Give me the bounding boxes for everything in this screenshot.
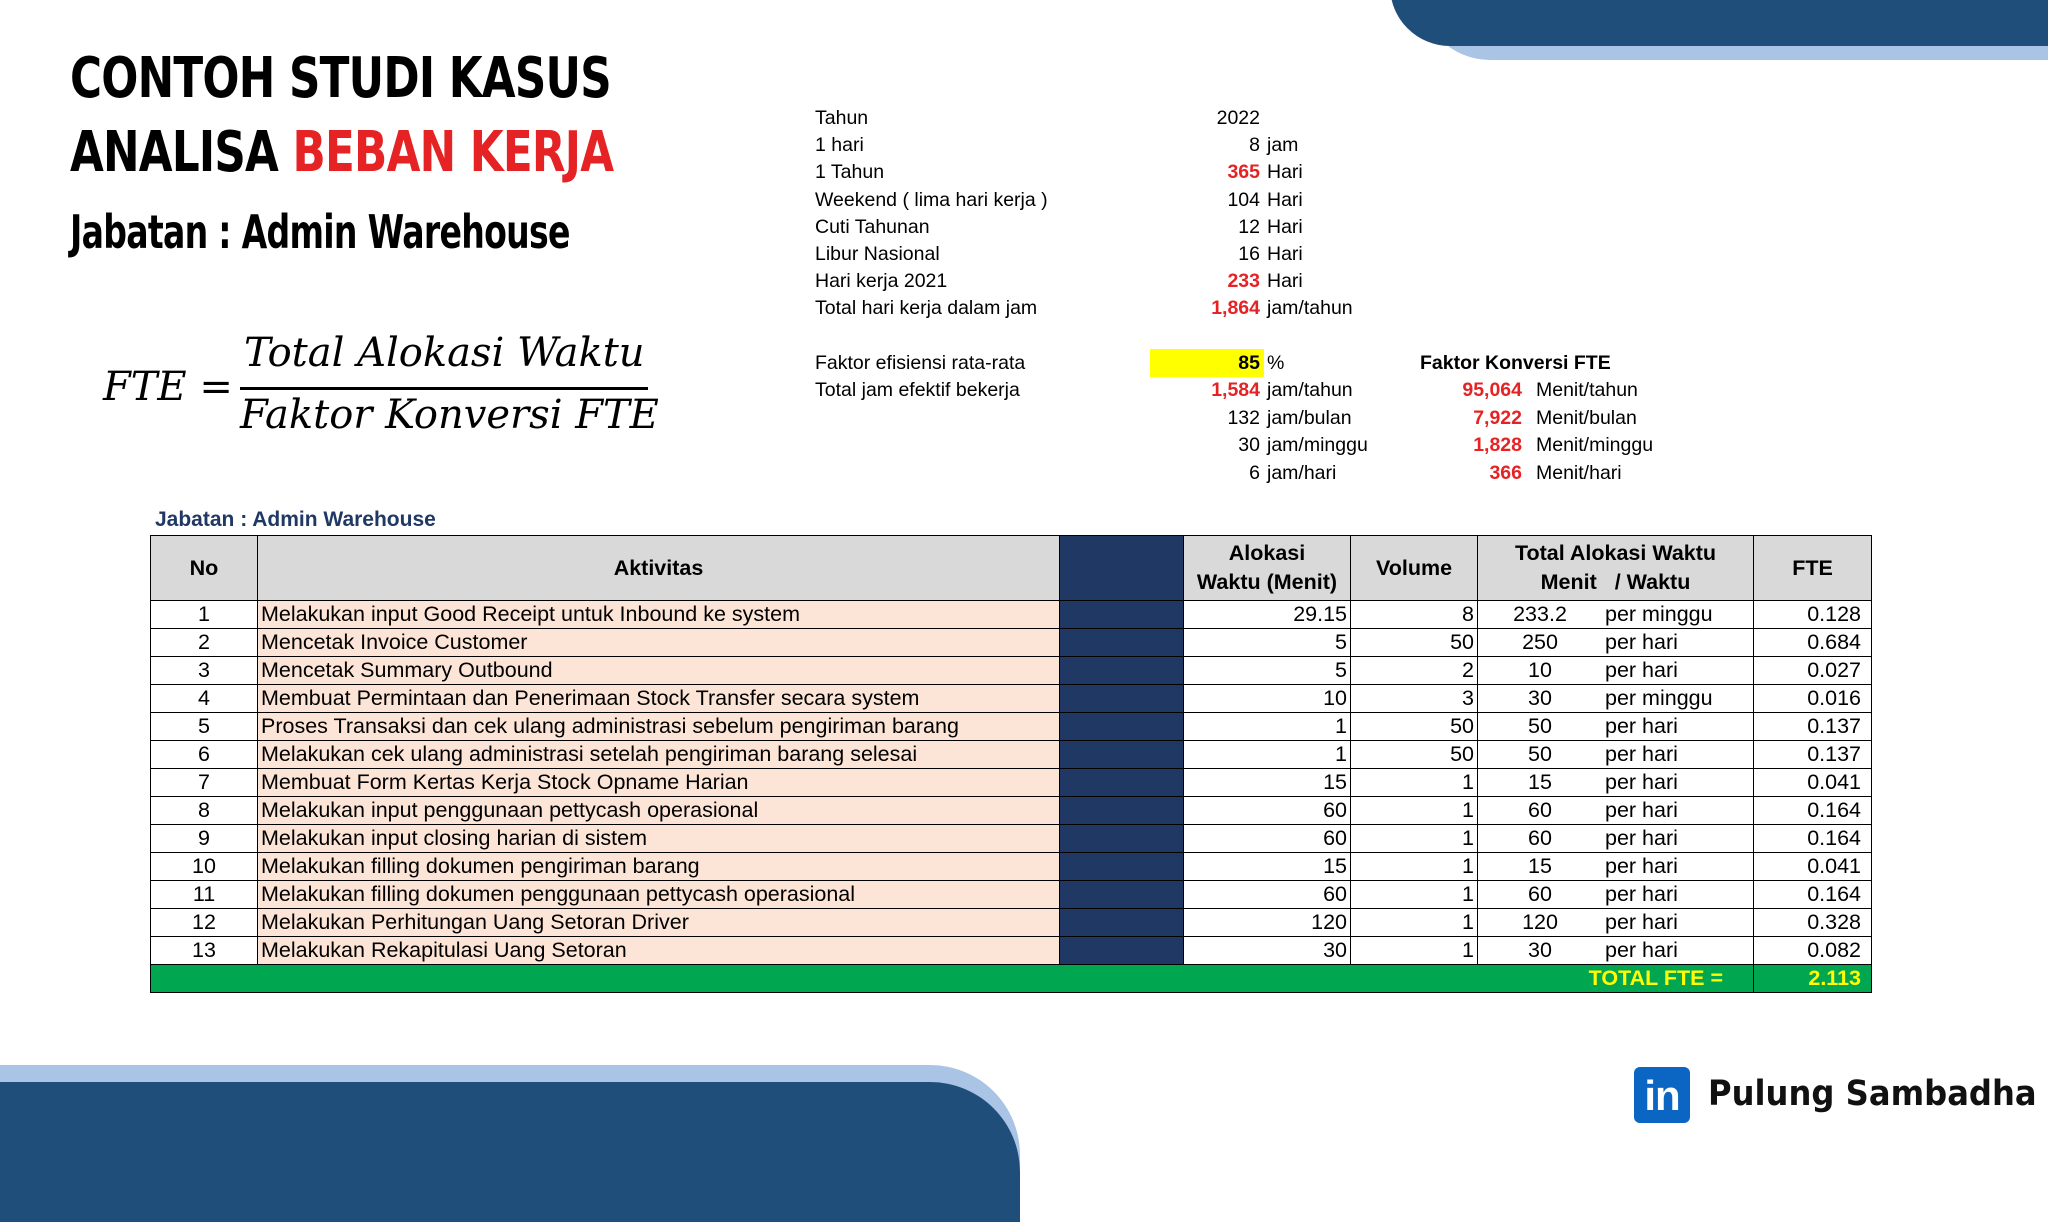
row-fte: 0.128 bbox=[1754, 601, 1872, 629]
total-value: 2.113 bbox=[1754, 965, 1872, 993]
param-value: 132 bbox=[1227, 407, 1260, 429]
param-value: 1,584 bbox=[1211, 379, 1260, 401]
konversi-unit: Menit/hari bbox=[1536, 462, 1622, 484]
row-volume: 50 bbox=[1351, 713, 1478, 741]
param-unit: Hari bbox=[1267, 216, 1303, 238]
row-fte: 0.137 bbox=[1754, 741, 1872, 769]
param-value: 16 bbox=[1238, 243, 1260, 265]
header-blank bbox=[1060, 536, 1184, 601]
konversi-label: Faktor Konversi FTE bbox=[1420, 352, 1611, 374]
param-value: 104 bbox=[1227, 189, 1260, 211]
param-value: 85 bbox=[1238, 352, 1260, 374]
row-volume: 1 bbox=[1351, 797, 1478, 825]
param-unit: Hari bbox=[1267, 270, 1303, 292]
row-volume: 3 bbox=[1351, 685, 1478, 713]
row-fte: 0.016 bbox=[1754, 685, 1872, 713]
row-menit: 15 bbox=[1478, 853, 1603, 881]
row-volume: 2 bbox=[1351, 657, 1478, 685]
row-aktivitas: Melakukan input Good Receipt untuk Inbound ke system bbox=[258, 601, 1060, 629]
row-alokasi: 30 bbox=[1184, 937, 1351, 965]
row-alokasi: 120 bbox=[1184, 909, 1351, 937]
param-label: 1 hari bbox=[815, 134, 864, 156]
param-unit: % bbox=[1267, 352, 1285, 374]
table-row bbox=[151, 937, 1872, 965]
row-blank bbox=[1060, 713, 1184, 741]
row-no: 7 bbox=[151, 769, 258, 797]
param-value: 2022 bbox=[1216, 107, 1260, 129]
row-menit: 120 bbox=[1478, 909, 1603, 937]
row-aktivitas: Mencetak Invoice Customer bbox=[258, 629, 1060, 657]
row-fte: 0.684 bbox=[1754, 629, 1872, 657]
row-blank bbox=[1060, 657, 1184, 685]
row-aktivitas: Membuat Form Kertas Kerja Stock Opname Harian bbox=[258, 769, 1060, 797]
table-row bbox=[151, 601, 1872, 629]
row-per: per minggu bbox=[1602, 601, 1754, 629]
row-blank bbox=[1060, 601, 1184, 629]
row-menit: 10 bbox=[1478, 657, 1603, 685]
row-fte: 0.041 bbox=[1754, 853, 1872, 881]
param-unit: jam/minggu bbox=[1267, 434, 1368, 456]
row-menit: 30 bbox=[1478, 937, 1603, 965]
row-blank bbox=[1060, 909, 1184, 937]
row-volume: 1 bbox=[1351, 853, 1478, 881]
row-no: 9 bbox=[151, 825, 258, 853]
row-alokasi: 15 bbox=[1184, 853, 1351, 881]
header-alokasi-line1: Alokasi bbox=[1228, 541, 1306, 565]
row-fte: 0.164 bbox=[1754, 881, 1872, 909]
row-aktivitas: Melakukan input penggunaan pettycash operasional bbox=[258, 797, 1060, 825]
row-no: 8 bbox=[151, 797, 258, 825]
header-volume: Volume bbox=[1351, 536, 1478, 601]
row-no: 6 bbox=[151, 741, 258, 769]
konversi-value: 366 bbox=[1489, 462, 1522, 484]
row-fte: 0.041 bbox=[1754, 769, 1872, 797]
param-unit: jam bbox=[1267, 134, 1299, 156]
title-line-2 bbox=[70, 120, 613, 185]
row-no: 2 bbox=[151, 629, 258, 657]
param-label: 1 Tahun bbox=[815, 161, 885, 183]
header-alokasi bbox=[1184, 536, 1351, 601]
row-aktivitas: Melakukan input closing harian di sistem bbox=[258, 825, 1060, 853]
konversi-unit: Menit/minggu bbox=[1536, 434, 1654, 456]
row-per: per hari bbox=[1602, 853, 1754, 881]
row-blank bbox=[1060, 853, 1184, 881]
row-per: per hari bbox=[1602, 937, 1754, 965]
row-alokasi: 5 bbox=[1184, 629, 1351, 657]
param-value: 30 bbox=[1238, 434, 1260, 456]
row-menit: 60 bbox=[1478, 881, 1603, 909]
konversi-value: 7,922 bbox=[1473, 407, 1522, 429]
param-unit: jam/hari bbox=[1267, 462, 1337, 484]
header-fte: FTE bbox=[1754, 536, 1872, 601]
table-row bbox=[151, 629, 1872, 657]
table-row bbox=[151, 657, 1872, 685]
formula-lhs: FTE = bbox=[103, 364, 233, 410]
konversi-unit: Menit/tahun bbox=[1536, 379, 1638, 401]
param-value: 365 bbox=[1227, 161, 1260, 183]
row-blank bbox=[1060, 685, 1184, 713]
param-value: 12 bbox=[1238, 216, 1260, 238]
row-volume: 1 bbox=[1351, 769, 1478, 797]
param-label: Total jam efektif bekerja bbox=[815, 379, 1020, 401]
header-aktivitas: Aktivitas bbox=[258, 536, 1060, 601]
row-menit: 15 bbox=[1478, 769, 1603, 797]
header-no: No bbox=[151, 536, 258, 601]
row-blank bbox=[1060, 741, 1184, 769]
row-menit: 60 bbox=[1478, 797, 1603, 825]
title-line-2-red: BEBAN KERJA bbox=[292, 120, 614, 185]
row-aktivitas: Melakukan Perhitungan Uang Setoran Driver bbox=[258, 909, 1060, 937]
row-per: per hari bbox=[1602, 657, 1754, 685]
row-fte: 0.082 bbox=[1754, 937, 1872, 965]
row-alokasi: 60 bbox=[1184, 881, 1351, 909]
row-volume: 1 bbox=[1351, 909, 1478, 937]
row-fte: 0.328 bbox=[1754, 909, 1872, 937]
row-fte: 0.164 bbox=[1754, 825, 1872, 853]
table-row bbox=[151, 685, 1872, 713]
row-alokasi: 1 bbox=[1184, 713, 1351, 741]
row-menit: 30 bbox=[1478, 685, 1603, 713]
param-value: 8 bbox=[1249, 134, 1260, 156]
corner-decoration-dark bbox=[1390, 0, 2048, 46]
param-label: Cuti Tahunan bbox=[815, 216, 930, 238]
table-header-row bbox=[151, 536, 1872, 601]
param-unit: Hari bbox=[1267, 189, 1303, 211]
row-menit: 50 bbox=[1478, 741, 1603, 769]
row-per: per hari bbox=[1602, 825, 1754, 853]
row-per: per hari bbox=[1602, 797, 1754, 825]
table-caption: Jabatan : Admin Warehouse bbox=[155, 508, 436, 531]
row-blank bbox=[1060, 629, 1184, 657]
row-aktivitas: Melakukan filling dokumen penggunaan pettycash operasional bbox=[258, 881, 1060, 909]
row-per: per hari bbox=[1602, 881, 1754, 909]
row-fte: 0.027 bbox=[1754, 657, 1872, 685]
row-aktivitas: Mencetak Summary Outbound bbox=[258, 657, 1060, 685]
row-per: per hari bbox=[1602, 629, 1754, 657]
table-row bbox=[151, 909, 1872, 937]
param-label: Total hari kerja dalam jam bbox=[815, 297, 1038, 319]
formula-denominator: Faktor Konversi FTE bbox=[240, 392, 659, 438]
row-alokasi: 10 bbox=[1184, 685, 1351, 713]
formula-numerator: Total Alokasi Waktu bbox=[244, 330, 645, 376]
row-aktivitas: Membuat Permintaan dan Penerimaan Stock Transfer secara system bbox=[258, 685, 1060, 713]
param-label: Hari kerja 2021 bbox=[815, 270, 948, 292]
row-blank bbox=[1060, 881, 1184, 909]
row-alokasi: 15 bbox=[1184, 769, 1351, 797]
param-unit: jam/tahun bbox=[1267, 379, 1353, 401]
author-name: Pulung Sambadha bbox=[1708, 1074, 2037, 1114]
header-total-line2: Menit / Waktu bbox=[1540, 570, 1691, 594]
param-label: Faktor efisiensi rata-rata bbox=[815, 352, 1026, 374]
param-label: Weekend ( lima hari kerja ) bbox=[815, 189, 1048, 211]
subtitle-jabatan: Jabatan : Admin Warehouse bbox=[70, 205, 570, 259]
param-unit: Hari bbox=[1267, 243, 1303, 265]
header-total-line1: Total Alokasi Waktu bbox=[1514, 541, 1717, 565]
row-menit: 50 bbox=[1478, 713, 1603, 741]
table-row bbox=[151, 853, 1872, 881]
param-label: Libur Nasional bbox=[815, 243, 940, 265]
row-alokasi: 5 bbox=[1184, 657, 1351, 685]
title-line-2-black: ANALISA bbox=[70, 120, 293, 185]
linkedin-icon: in bbox=[1634, 1067, 1690, 1123]
param-unit: jam/bulan bbox=[1267, 407, 1352, 429]
bottom-decoration-dark bbox=[0, 1082, 1020, 1222]
total-row bbox=[151, 965, 1872, 993]
param-value: 1,864 bbox=[1211, 297, 1260, 319]
row-no: 11 bbox=[151, 881, 258, 909]
row-per: per hari bbox=[1602, 741, 1754, 769]
row-no: 5 bbox=[151, 713, 258, 741]
workload-table bbox=[150, 535, 1872, 993]
row-volume: 8 bbox=[1351, 601, 1478, 629]
row-no: 10 bbox=[151, 853, 258, 881]
row-no: 12 bbox=[151, 909, 258, 937]
param-unit: Hari bbox=[1267, 161, 1303, 183]
row-aktivitas: Melakukan Rekapitulasi Uang Setoran bbox=[258, 937, 1060, 965]
param-unit: jam/tahun bbox=[1267, 297, 1353, 319]
row-volume: 50 bbox=[1351, 741, 1478, 769]
row-menit: 60 bbox=[1478, 825, 1603, 853]
row-volume: 1 bbox=[1351, 881, 1478, 909]
table-row bbox=[151, 881, 1872, 909]
total-label: TOTAL FTE = bbox=[151, 965, 1754, 993]
table-row bbox=[151, 769, 1872, 797]
param-label: Tahun bbox=[815, 107, 869, 129]
row-blank bbox=[1060, 825, 1184, 853]
row-fte: 0.137 bbox=[1754, 713, 1872, 741]
row-volume: 1 bbox=[1351, 825, 1478, 853]
row-menit: 233.2 bbox=[1478, 601, 1603, 629]
row-no: 13 bbox=[151, 937, 258, 965]
table-row bbox=[151, 797, 1872, 825]
row-no: 4 bbox=[151, 685, 258, 713]
row-aktivitas: Melakukan filling dokumen pengiriman barang bbox=[258, 853, 1060, 881]
row-blank bbox=[1060, 769, 1184, 797]
konversi-unit: Menit/bulan bbox=[1536, 407, 1637, 429]
row-aktivitas: Proses Transaksi dan cek ulang administrasi sebelum pengiriman barang bbox=[258, 713, 1060, 741]
row-aktivitas: Melakukan cek ulang administrasi setelah pengiriman barang selesai bbox=[258, 741, 1060, 769]
row-per: per hari bbox=[1602, 713, 1754, 741]
row-alokasi: 60 bbox=[1184, 825, 1351, 853]
row-alokasi: 1 bbox=[1184, 741, 1351, 769]
konversi-value: 1,828 bbox=[1473, 434, 1522, 456]
table-row bbox=[151, 741, 1872, 769]
row-fte: 0.164 bbox=[1754, 797, 1872, 825]
header-alokasi-line2: Waktu (Menit) bbox=[1196, 570, 1338, 594]
row-blank bbox=[1060, 937, 1184, 965]
table-row bbox=[151, 713, 1872, 741]
title-line-1: CONTOH STUDI KASUS bbox=[70, 46, 611, 111]
param-value: 233 bbox=[1227, 270, 1260, 292]
konversi-value: 95,064 bbox=[1462, 379, 1522, 401]
param-value: 6 bbox=[1249, 462, 1260, 484]
row-per: per hari bbox=[1602, 769, 1754, 797]
row-per: per hari bbox=[1602, 909, 1754, 937]
row-volume: 50 bbox=[1351, 629, 1478, 657]
header-total-alokasi bbox=[1478, 536, 1754, 601]
table-row bbox=[151, 825, 1872, 853]
row-blank bbox=[1060, 797, 1184, 825]
row-alokasi: 60 bbox=[1184, 797, 1351, 825]
row-no: 3 bbox=[151, 657, 258, 685]
row-per: per minggu bbox=[1602, 685, 1754, 713]
row-no: 1 bbox=[151, 601, 258, 629]
row-alokasi: 29.15 bbox=[1184, 601, 1351, 629]
row-menit: 250 bbox=[1478, 629, 1603, 657]
row-volume: 1 bbox=[1351, 937, 1478, 965]
formula-fraction-bar bbox=[240, 387, 648, 390]
